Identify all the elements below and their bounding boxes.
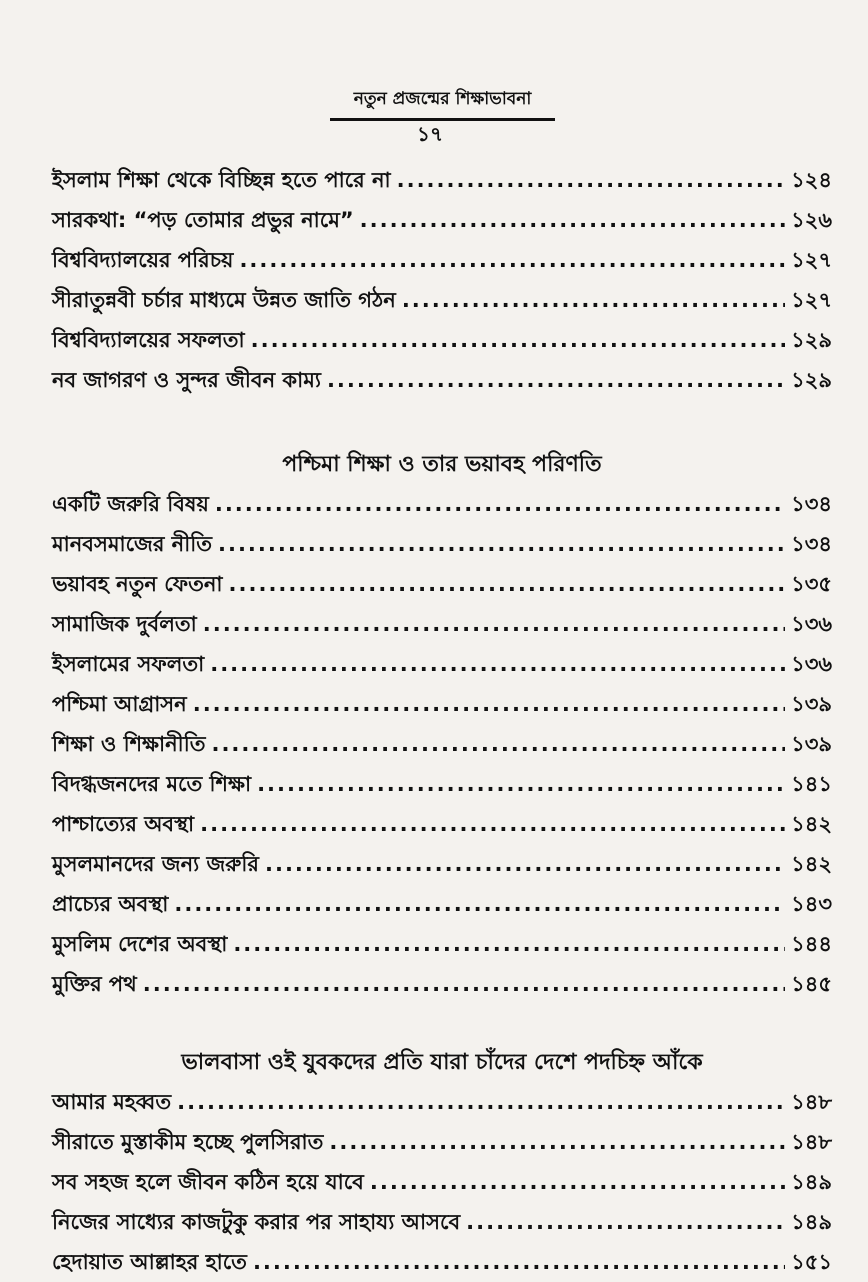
page-number: ১৭ [417,122,443,146]
toc-entry[interactable] [52,884,832,924]
toc-entry-title: আমার মহব্বত [52,1090,172,1114]
toc-entry[interactable] [52,484,832,524]
toc-entry-title: সামাজিক দুর্বলতা [52,612,197,636]
toc-entry-page: ১২৭ [791,248,832,272]
section-heading: পশ্চিমা শিক্ষা ও তার ভয়াবহ পরিণতি [282,452,602,477]
running-title: নতুন প্রজন্মের শিক্ষাভাবনা [330,86,555,121]
toc-entry-title: বিশ্ববিদ্যালয়ের পরিচয় [52,248,234,272]
toc-entry-title: নিজের সাধ্যের কাজটুকু করার পর সাহায্য আসবে [52,1210,461,1234]
toc-section-2 [52,446,832,1004]
dot-leader [329,1122,785,1162]
dot-leader [203,604,785,644]
toc-entry-page: ১২৭ [791,288,832,312]
toc-entry-page: ১২৪ [791,168,832,192]
toc-section-1 [52,160,832,400]
toc-entry[interactable] [52,724,832,764]
dot-leader [177,1082,785,1122]
toc-entry-title: সীরাতুন্নবী চর্চার মাধ্যমে উন্নত জাতি গঠন [52,288,396,312]
toc-entry[interactable] [52,844,832,884]
toc-entry-title: মুসলিম দেশের অবস্থা [52,932,228,956]
dot-leader [193,684,785,724]
toc-entry-page: ১৪৮ [791,1090,832,1114]
toc-entry[interactable] [52,240,832,280]
toc-entry[interactable] [52,524,832,564]
dot-leader [251,320,785,360]
dot-leader [143,964,785,1004]
toc-entry[interactable] [52,360,832,400]
toc-entry-page: ১৩৫ [791,572,832,596]
dot-leader [397,160,785,200]
dot-leader [257,764,785,804]
toc-entry-page: ১৩৪ [791,532,832,556]
toc-entry-title: সারকথা: “পড় তোমার প্রভুর নামে” [52,208,354,232]
toc-entry-page: ১৪৩ [791,892,832,916]
section-heading: ভালবাসা ওই যুবকদের প্রতি যারা চাঁদের দেশে পদচিহ্ন আঁকে [181,1050,703,1075]
toc-entry-page: ১৪১ [791,772,832,796]
toc-entry-page: ১৩৯ [791,732,832,756]
toc-entry[interactable] [52,200,832,240]
dot-leader [211,724,785,764]
toc-entry-title: সীরাতে মুস্তাকীম হচ্ছে পুলসিরাত [52,1130,324,1154]
toc-entry-title: মানবসমাজের নীতি [52,532,212,556]
toc-section-3 [52,1044,832,1282]
toc-entry-page: ১২৯ [791,368,832,392]
dot-leader [239,240,785,280]
toc-entry-page: ১২৬ [791,208,832,232]
toc-entry-page: ১৩৬ [791,652,832,676]
toc-entry-page: ১৩৪ [791,492,832,516]
toc-entry-title: বিদগ্ধজনদের মতে শিক্ষা [52,772,252,796]
toc-entry[interactable] [52,804,832,844]
toc-entry-title: ইসলামের সফলতা [52,652,205,676]
toc-entry-title: পাশ্চাত্যের অবস্থা [52,812,195,836]
toc-entry[interactable] [52,280,832,320]
toc-entry-title: মুক্তির পথ [52,972,137,996]
toc-entry[interactable] [52,1242,832,1282]
toc-entry[interactable] [52,964,832,1004]
dot-leader [370,1162,785,1202]
toc-entry[interactable] [52,1162,832,1202]
toc-entry-title: মুসলমানদের জন্য জরুরি [52,852,259,876]
toc-entry-title: ইসলাম শিক্ষা থেকে বিচ্ছিন্ন হতে পারে না [52,168,391,192]
toc-entry-title: ভয়াবহ নতুন ফেতনা [52,572,223,596]
toc-entry-title: সব সহজ হলে জীবন কঠিন হয়ে যাবে [52,1170,364,1194]
toc-entry-page: ১৫১ [791,1250,832,1274]
toc-entry-title: নব জাগরণ ও সুন্দর জীবন কাম্য [52,368,321,392]
toc-entry[interactable] [52,684,832,724]
toc-entry-page: ১৪২ [791,852,832,876]
dot-leader [327,360,785,400]
dot-leader [210,644,785,684]
toc-entry-page: ১৪২ [791,812,832,836]
toc-entry-title: পশ্চিমা আগ্রাসন [52,692,187,716]
dot-leader [466,1202,785,1242]
toc-entry-title: শিক্ষা ও শিক্ষানীতি [52,732,206,756]
toc-entry[interactable] [52,1202,832,1242]
dot-leader [215,484,785,524]
toc-entry-page: ১২৯ [791,328,832,352]
dot-leader [360,200,785,240]
toc-entry-page: ১৪৮ [791,1130,832,1154]
toc-entry-title: প্রাচ্যের অবস্থা [52,892,169,916]
toc-entry-title: বিশ্ববিদ্যালয়ের সফলতা [52,328,245,352]
dot-leader [265,844,785,884]
toc-entry-page: ১৩৬ [791,612,832,636]
toc-entry[interactable] [52,924,832,964]
toc-entry-page: ১৪৯ [791,1210,832,1234]
dot-leader [233,924,785,964]
toc-entry[interactable] [52,320,832,360]
dot-leader [218,524,785,564]
toc-entry-page: ১৪৯ [791,1170,832,1194]
toc-entry-page: ১৪৫ [791,972,832,996]
toc-entry[interactable] [52,604,832,644]
dot-leader [402,280,785,320]
dot-leader [174,884,785,924]
dot-leader [200,804,785,844]
toc-entry-page: ১৩৯ [791,692,832,716]
toc-entry[interactable] [52,1122,832,1162]
toc-entry[interactable] [52,644,832,684]
dot-leader [229,564,786,604]
toc-entry-page: ১৪৪ [791,932,832,956]
toc-entry-title: হেদায়াত আল্লাহর হাতে [52,1250,247,1274]
toc-entry[interactable] [52,764,832,804]
toc-entry-title: একটি জরুরি বিষয় [52,492,209,516]
dot-leader [253,1242,785,1282]
toc-entry[interactable] [52,564,832,604]
toc-entry[interactable] [52,1082,832,1122]
toc-entry[interactable] [52,160,832,200]
